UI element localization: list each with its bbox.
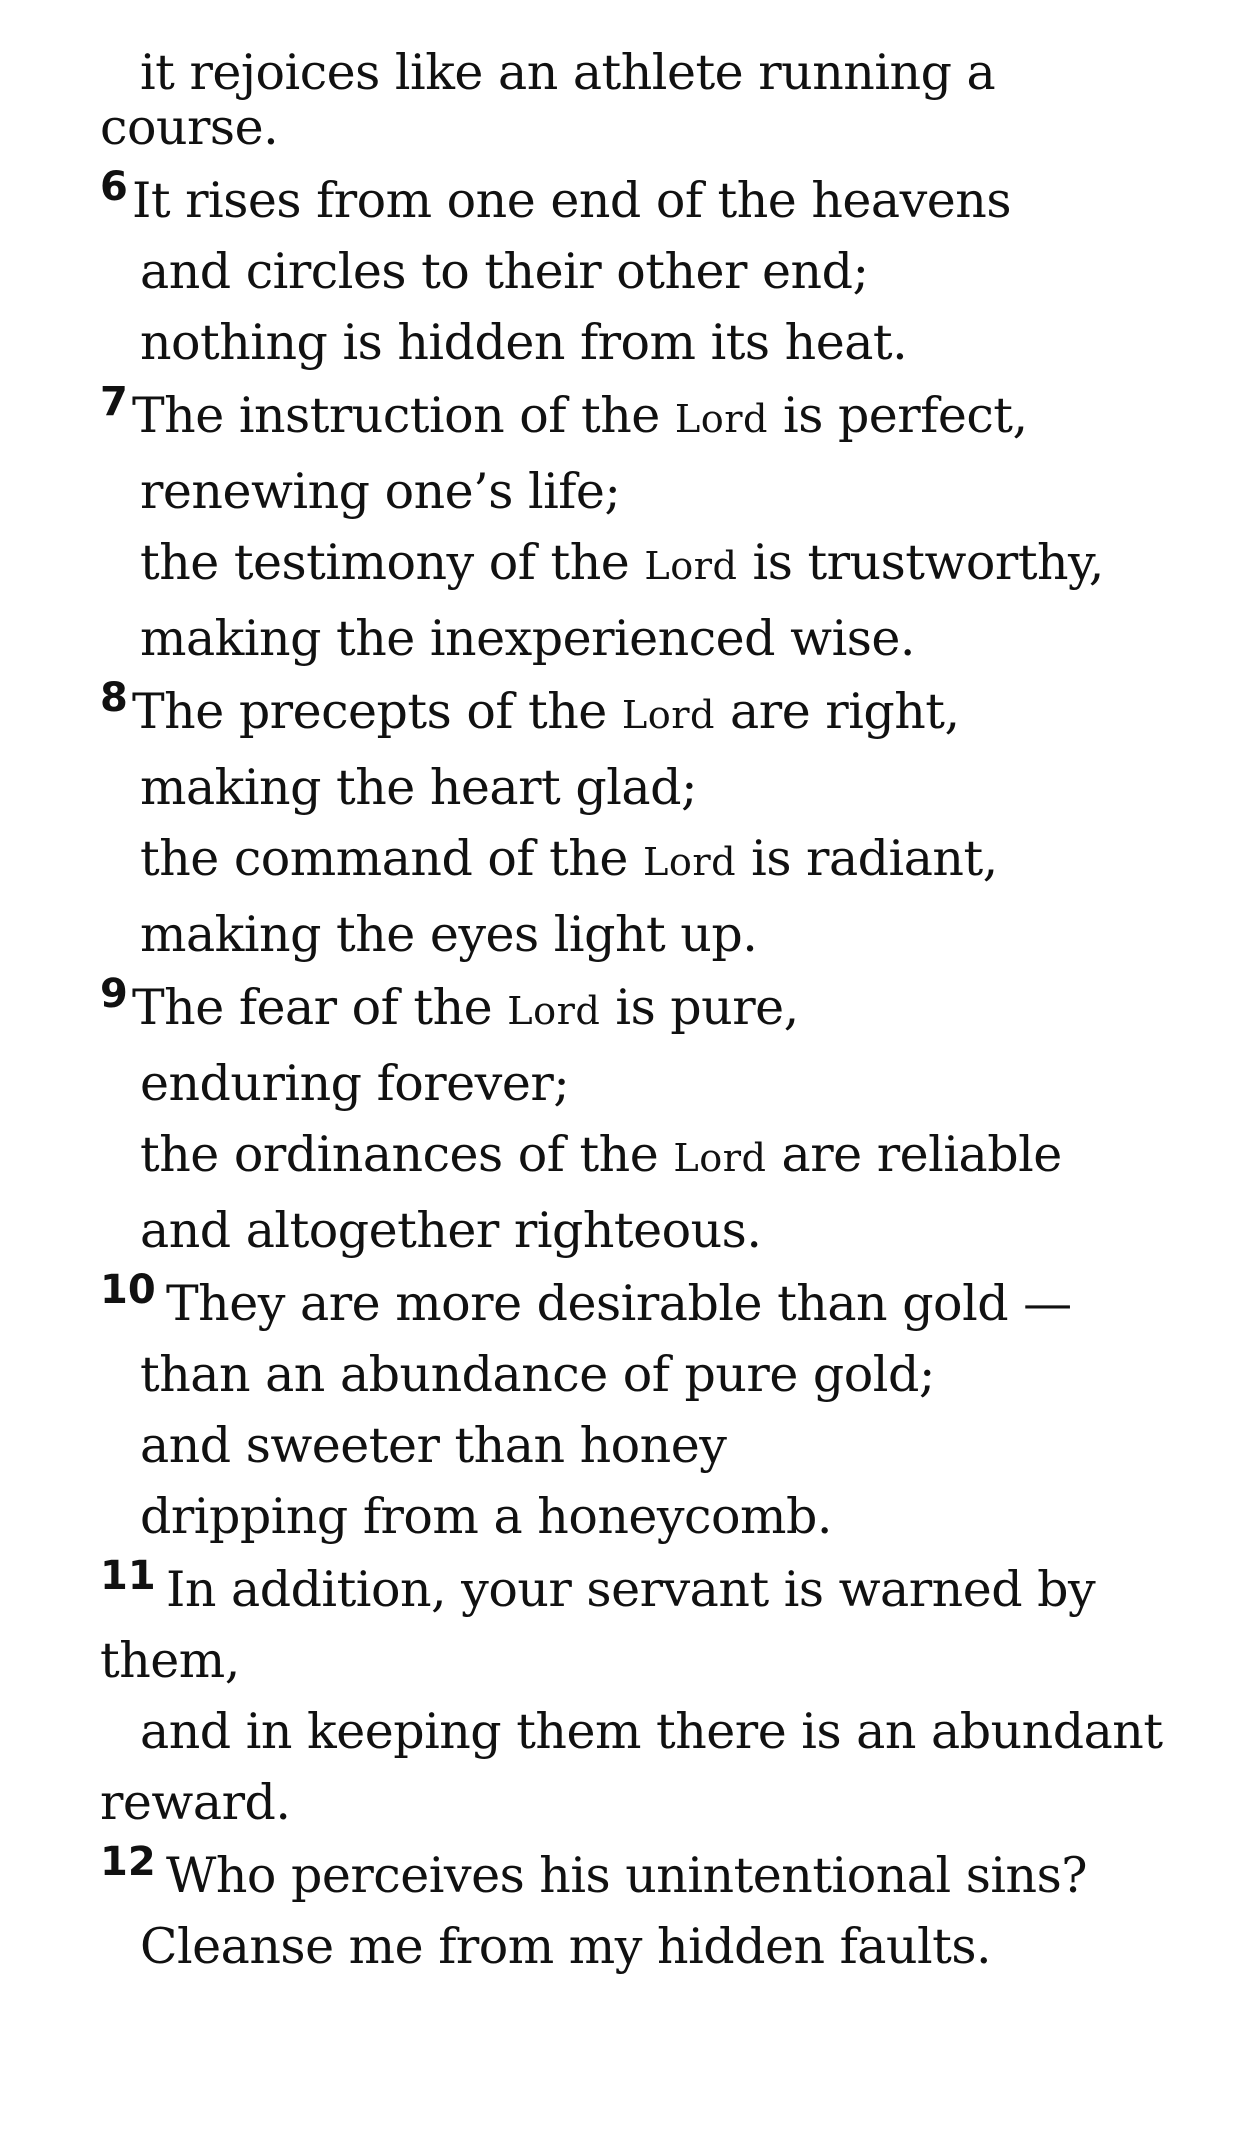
- verse-line: and in keeping them there is an abundant: [140, 1703, 1163, 1760]
- verse-line: reward.: [100, 1774, 291, 1831]
- verse-number: 10: [100, 1267, 156, 1313]
- verse-line: and altogether righteous.: [140, 1202, 762, 1259]
- verse-text: the command of the: [140, 830, 643, 887]
- verse-line: making the inexperienced wise.: [140, 610, 915, 667]
- verse-7: [100, 380, 1202, 674]
- verse-line: [100, 527, 1202, 603]
- verse-text: is perfect,: [767, 387, 1028, 444]
- verse-line: it rejoices like an athlete running a: [140, 44, 996, 101]
- verse-number: 8: [100, 675, 128, 721]
- verse-line: [100, 1119, 1202, 1195]
- verse-line: dripping from a honeycomb.: [140, 1488, 832, 1545]
- verse-line: renewing one’s life;: [140, 463, 621, 520]
- divine-name: Lord: [674, 398, 768, 442]
- verse-10: [100, 1268, 1202, 1552]
- verse-5-continuation: [100, 37, 1202, 163]
- verse-line: enduring forever;: [140, 1055, 570, 1112]
- verse-number: 9: [100, 971, 128, 1017]
- verse-text: are reliable: [766, 1126, 1062, 1183]
- verse-line: making the eyes light up.: [140, 906, 758, 963]
- verse-line: nothing is hidden from its heat.: [140, 314, 908, 371]
- verse-number: 7: [100, 379, 128, 425]
- verse-line: them,: [100, 1632, 240, 1689]
- verse-text: the ordinances of the: [140, 1126, 674, 1183]
- divine-name: Lord: [507, 990, 601, 1034]
- verse-number: 12: [100, 1839, 156, 1885]
- verse-line: and sweeter than honey: [140, 1417, 727, 1474]
- verse-11: [100, 1554, 1202, 1838]
- verse-line: In addition, your servant is warned by: [166, 1561, 1096, 1618]
- verse-8: [100, 676, 1202, 970]
- verse-line: Who perceives his unintentional sins?: [166, 1847, 1088, 1904]
- verse-number: 11: [100, 1553, 156, 1599]
- verse-number: 6: [100, 164, 128, 210]
- divine-name: Lord: [673, 1137, 767, 1181]
- verse-line: and circles to their other end;: [140, 243, 869, 300]
- verse-line: Cleanse me from my hidden faults.: [140, 1918, 992, 1975]
- verse-text: is pure,: [600, 979, 799, 1036]
- verse-line: [100, 823, 1202, 899]
- verse-line: than an abundance of pure gold;: [140, 1346, 935, 1403]
- verse-text: is trustworthy,: [737, 534, 1104, 591]
- verse-text: The precepts of the: [132, 683, 622, 740]
- verse-6: [100, 165, 1202, 378]
- verse-text: The fear of the: [132, 979, 508, 1036]
- verse-text: the testimony of the: [140, 534, 645, 591]
- divine-name: Lord: [642, 841, 737, 885]
- divine-name: Lord: [644, 545, 738, 589]
- verse-text: The instruction of the: [132, 387, 675, 444]
- verse-line: It rises from one end of the heavens: [132, 172, 1012, 229]
- verse-line: They are more desirable than gold —: [166, 1275, 1072, 1332]
- verse-line: making the heart glad;: [140, 759, 697, 816]
- verse-line: [100, 972, 1202, 1048]
- verse-text: is radiant,: [736, 830, 998, 887]
- verse-line: [100, 676, 1202, 752]
- divine-name: Lord: [621, 694, 715, 738]
- verse-9: [100, 972, 1202, 1266]
- verse-12: [100, 1840, 1202, 1982]
- verse-line: course.: [100, 99, 279, 156]
- verse-line: [100, 380, 1202, 456]
- verse-text: are right,: [714, 683, 960, 740]
